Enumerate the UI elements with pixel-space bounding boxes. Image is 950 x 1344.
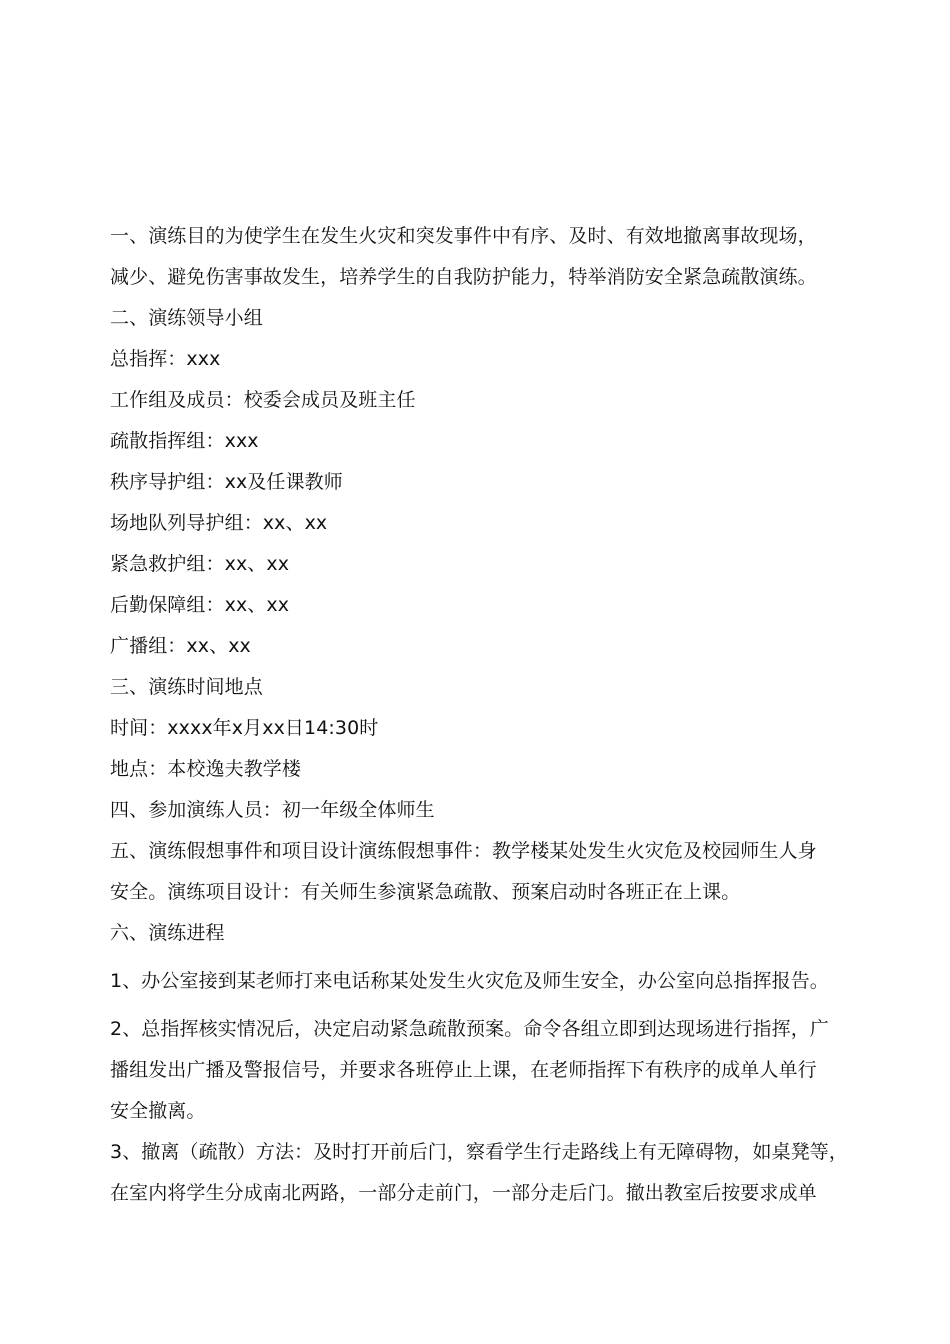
paragraph-line: 3、撤离（疏散）方法：及时打开前后门，察看学生行走路线上有无障碍物，如桌凳等， <box>110 1141 848 1163</box>
section-heading: 四、参加演练人员：初一年级全体师生 <box>110 799 435 821</box>
text-line: 秩序导护组：xx及任课教师 <box>110 471 343 493</box>
text-line: 后勤保障组：xx、xx <box>110 594 290 616</box>
progress-item-1 <box>110 963 840 999</box>
paragraph-line: 安全。演练项目设计：有关师生参演紧急疏散、预案启动时各班正在上课。 <box>110 881 741 903</box>
text-line: 紧急救护组：xx、xx <box>110 553 290 575</box>
section-heading: 二、演练领导小组 <box>110 307 263 329</box>
document-body <box>110 218 848 1216</box>
paragraph-line: 1、办公室接到某老师打来电话称某处发生火灾危及师生安全，办公室向总指挥报告。 <box>110 970 829 992</box>
paragraph-line: 减少、避免伤害事故发生，培养学生的自我防护能力，特举消防安全紧急疏散演练。 <box>110 266 817 288</box>
paragraph-line: 在室内将学生分成南北两路，一部分走前门，一部分走后门。撤出教室后按要求成单 <box>110 1182 817 1204</box>
section-heading: 六、演练进程 <box>110 922 225 944</box>
text-line: 地点：本校逸夫教学楼 <box>110 758 302 780</box>
paragraph-line: 安全撤离。 <box>110 1100 206 1122</box>
paragraph-line: 一、演练目的为使学生在发生火灾和突发事件中有序、及时、有效地撤离事故现场， <box>110 225 817 247</box>
text-line: 工作组及成员：校委会成员及班主任 <box>110 389 416 411</box>
section-heading: 三、演练时间地点 <box>110 676 263 698</box>
text-line: 总指挥：xxx <box>110 348 221 370</box>
text-line: 时间：xxxx年x月xx日14:30时 <box>110 717 379 739</box>
progress-item-3 <box>110 1134 848 1211</box>
paragraph-line: 播组发出广播及警报信号，并要求各班停止上课，在老师指挥下有秩序的成单人单行 <box>110 1059 817 1081</box>
text-line: 广播组：xx、xx <box>110 635 251 657</box>
text-line: 疏散指挥组：xxx <box>110 430 259 452</box>
text-line: 场地队列导护组：xx、xx <box>110 512 328 534</box>
paragraph-line: 五、演练假想事件和项目设计演练假想事件：教学楼某处发生火灾危及校园师生人身 <box>110 840 817 862</box>
paragraph-line: 2、总指挥核实情况后，决定启动紧急疏散预案。命令各组立即到达现场进行指挥，广 <box>110 1018 829 1040</box>
progress-item-2 <box>110 1011 840 1129</box>
